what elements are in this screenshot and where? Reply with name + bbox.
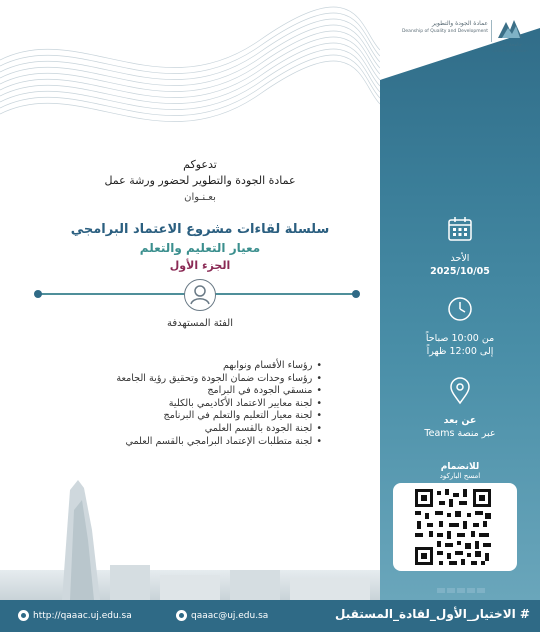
hashtag: # الاختيار_الأول_لقادة_المستقبل <box>335 607 530 621</box>
event-time-to: إلى 12:00 ظهراً <box>426 346 494 357</box>
list-item: • لجنة معايير الاعتماد الأكاديمي بالكلية <box>60 398 322 411</box>
university-name-en: University of Jeddah <box>492 49 528 53</box>
scan-label: امسح الباركود <box>439 472 481 480</box>
person-icon <box>184 279 216 311</box>
invite-line-2: عمادة الجودة والتطوير لحضور ورشة عمل <box>104 174 296 187</box>
event-time-from: من 10:00 صباحاً <box>425 333 495 344</box>
audience-list <box>60 360 322 448</box>
date-block <box>380 215 540 277</box>
globe-icon <box>18 610 29 621</box>
deanship-name <box>388 20 488 34</box>
email-link[interactable] <box>176 610 268 621</box>
event-date: 2025/10/05 <box>430 266 490 277</box>
website-link[interactable] <box>18 610 132 621</box>
invite-line-3: بعـنـوان <box>184 192 216 203</box>
qr-code-icon <box>393 483 517 571</box>
invite-line-1: تدعوكم <box>183 158 217 171</box>
time-block <box>380 295 540 357</box>
event-day: الأحد <box>450 253 470 264</box>
university-name <box>492 42 528 54</box>
footer-bar <box>0 600 540 632</box>
workshop-part: الجزء الأول <box>169 259 231 272</box>
city-skyline-image <box>0 470 380 600</box>
list-item: • لجنة معيار التعليم والتعلم في البرنامج <box>60 410 322 423</box>
email-text: qaaac@uj.edu.sa <box>191 611 269 621</box>
join-label-block <box>380 462 540 480</box>
audience-heading: الفئة المستهدفة <box>167 318 233 329</box>
list-item: • منسقي الجودة في البرامج <box>60 385 322 398</box>
list-item: • رؤساء وحدات ضمان الجودة وتحقيق رؤية الجامعة <box>60 373 322 386</box>
join-label: للانضمام <box>440 462 480 472</box>
calendar-icon <box>446 215 474 243</box>
header-logo <box>382 14 532 54</box>
event-mode: عن بعد <box>443 415 477 426</box>
university-logo-icon <box>496 18 524 40</box>
location-block <box>380 377 540 439</box>
email-icon <box>176 610 187 621</box>
event-platform: عبر منصة Teams <box>424 428 496 439</box>
clock-icon <box>446 295 474 323</box>
list-item: • لجنة متطلبات الإعتماد البرامجي بالقسم العلمي <box>60 436 322 449</box>
deanship-name-en: Deanship of Quality and Development <box>401 29 488 34</box>
list-item: • رؤساء الأقسام ونوابهم <box>60 360 322 373</box>
list-item: • لجنة الجودة بالقسم العلمي <box>60 423 322 436</box>
deanship-name-ar: عمادة الجودة والتطوير <box>432 20 488 27</box>
workshop-title: سلسلة لقاءات مشروع الاعتماد البرامجي <box>70 222 330 237</box>
decorative-dots <box>436 578 486 597</box>
university-name-ar: جامعة جدة <box>497 42 523 48</box>
website-text: http://qaaac.uj.edu.sa <box>33 611 132 621</box>
location-pin-icon <box>446 377 474 405</box>
workshop-subtitle: معيار التعليم والتعلم <box>139 241 261 255</box>
qr-code[interactable] <box>393 483 517 571</box>
logo-separator <box>491 20 492 42</box>
